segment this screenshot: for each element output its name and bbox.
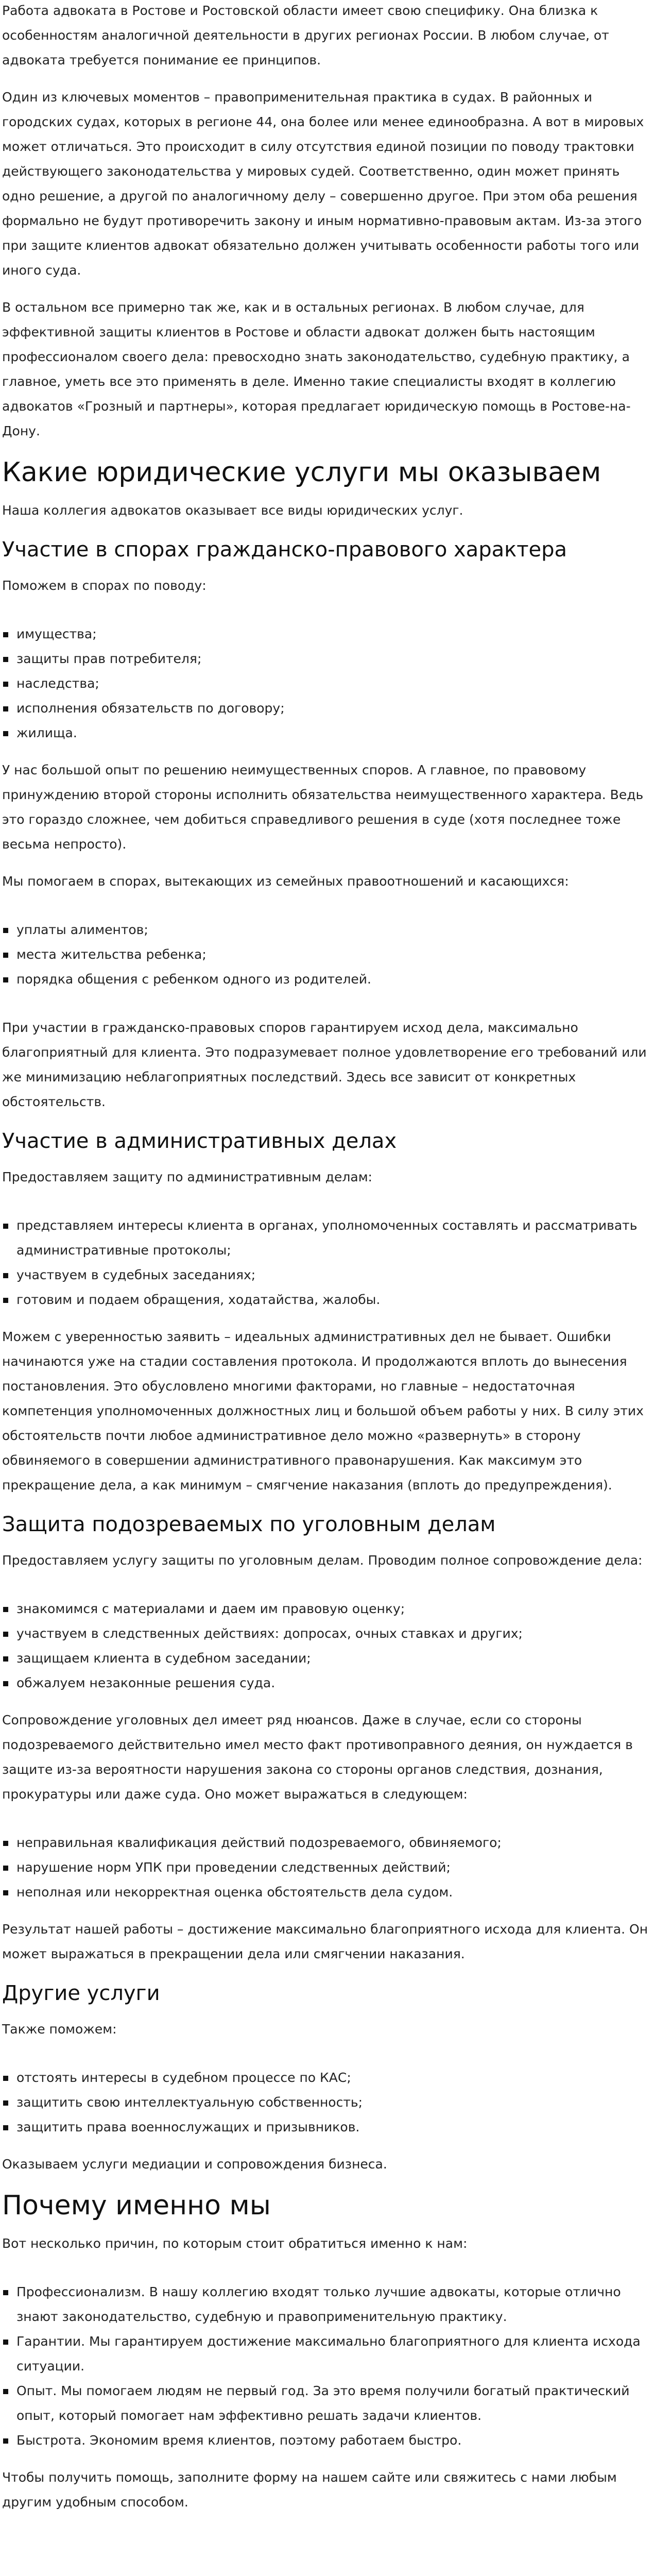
other-heading: Другие услуги (2, 1981, 160, 2005)
list-item: Быстрота. Экономим время клиентов, поэтому работаем быстро. (2, 2428, 652, 2453)
admin-heading: Участие в административных делах (2, 1129, 397, 1153)
list-item: участвуем в судебных заседаниях; (2, 1263, 652, 1287)
civil-paragraph-2: Мы помогаем в спорах, вытекающих из семейных правоотношений и касающихся: (2, 874, 569, 889)
civil-paragraph-1: У нас большой опыт по решению неимущественных споров. А главное, по правовому принуждению второй стороны исполнить обязательства неимущественного характера. Ведь это гораздо сложнее, чем добиться справедливого решения в суде (хотя последнее тоже весьма непросто). (2, 762, 644, 852)
services-heading: Какие юридические услуги мы оказываем (2, 457, 601, 488)
list-item: защитить свою интеллектуальную собственность; (2, 2090, 652, 2115)
list-item: неправильная квалификация действий подозреваемого, обвиняемого; (2, 1831, 652, 1855)
list-item: наследства; (2, 671, 652, 696)
services-lead: Наша коллегия адвокатов оказывает все виды юридических услуг. (2, 503, 463, 518)
list-item: отстоять интересы в судебном процессе по КАС; (2, 2065, 652, 2090)
list-item: готовим и подаем обращения, ходатайства, жалобы. (2, 1287, 652, 1312)
why-heading: Почему именно мы (2, 2190, 271, 2221)
list-item: обжалуем незаконные решения суда. (2, 1671, 652, 1696)
list-item: места жительства ребенка; (2, 942, 652, 967)
admin-paragraph-1: Можем с уверенностью заявить – идеальных административных дел не бывает. Ошибки начинаются уже на стадии составления протокола. И продолжаются вплоть до вынесения постановления. Это обусловлено многими факторами, но главные – недостаточная компетенция уполномоченных должностных лиц и большой объем работы у них. В силу этих обстоятельств почти любое административное дело можно «развернуть» в сторону обвиняемого в совершении административного правонарушения. Как максимум это прекращение дела, а как минимум – смягчение наказания (вплоть до предупреждения). (2, 1329, 644, 1493)
list-item: представляем интересы клиента в органах, уполномоченных составлять и рассматривать административные протоколы; (2, 1213, 652, 1263)
why-lead: Вот несколько причин, по которым стоит обратиться именно к нам: (2, 2236, 468, 2251)
list-item: защиты прав потребителя; (2, 647, 652, 671)
other-paragraph-1: Оказываем услуги медиации и сопровождения бизнеса. (2, 2157, 387, 2172)
list-item: неполная или некорректная оценка обстоятельств дела судом. (2, 1880, 652, 1905)
civil-heading: Участие в спорах гражданско-правового характера (2, 538, 567, 562)
intro-paragraph-1: Работа адвоката в Ростове и Ростовской области имеет свою специфику. Она близка к особенностям аналогичной деятельности в других регионах России. В любом случае, от адвоката требуется понимание ее принципов. (2, 3, 609, 67)
civil-list (2, 622, 652, 745)
intro-paragraph-2: Один из ключевых моментов – правоприменительная практика в судах. В районных и городских судах, которых в регионе 44, она более или менее единообразна. А вот в мировых может отличаться. Это происходит в силу отсутствия единой позиции по поводу трактовки действующего законодательства у мировых судей. Соответственно, один может принять одно решение, а другой по аналогичному делу – совершенно другое. При этом оба решения формально не будут противоречить закону и иным нормативно-правовым актам. Из-за этого при защите клиентов адвокат обязательно должен учитывать особенности работы того или иного суда. (2, 90, 644, 278)
civil-paragraph-3: При участии в гражданско-правовых споров гарантируем исход дела, максимально благоприятный для клиента. Это подразумевает полное удовлетворение его требований или же минимизацию неблагоприятных последствий. Здесь все зависит от конкретных обстоятельств. (2, 1020, 647, 1109)
list-item: исполнения обязательств по договору; (2, 696, 652, 721)
list-item: защитить права военнослужащих и призывников. (2, 2115, 652, 2140)
criminal-heading: Защита подозреваемых по уголовным делам (2, 1513, 496, 1536)
why-paragraph-1: Чтобы получить помощь, заполните форму на нашем сайте или свяжитесь с нами любым другим удобным способом. (2, 2470, 617, 2510)
list-item: Профессионализм. В нашу коллегию входят только лучшие адвокаты, которые отлично знают законодательство, судебную и правоприменительную практику. (2, 2280, 652, 2329)
civil-lead: Поможем в спорах по поводу: (2, 578, 206, 593)
list-item: жилища. (2, 721, 652, 745)
criminal-lead: Предоставляем услугу защиты по уголовным делам. Проводим полное сопровождение дела: (2, 1553, 643, 1568)
list-item: Гарантии. Мы гарантируем достижение максимально благоприятного для клиента исхода ситуации. (2, 2329, 652, 2379)
list-item: уплаты алиментов; (2, 918, 652, 942)
admin-lead: Предоставляем защиту по административным делам: (2, 1170, 372, 1184)
list-item: защищаем клиента в судебном заседании; (2, 1646, 652, 1671)
list-item: знакомимся с материалами и даем им правовую оценку; (2, 1597, 652, 1621)
criminal-paragraph-1: Сопровождение уголовных дел имеет ряд нюансов. Даже в случае, если со стороны подозреваемого действительно имел место факт противоправного деяния, он нуждается в защите из-за вероятности нарушения закона со стороны органов следствия, дознания, прокуратуры или даже суда. Оно может выражаться в следующем: (2, 1713, 633, 1802)
list-item: нарушение норм УПК при проведении следственных действий; (2, 1855, 652, 1880)
why-list (2, 2280, 652, 2453)
criminal-paragraph-2: Результат нашей работы – достижение максимально благоприятного исхода для клиента. Он может выражаться в прекращении дела или смягчении наказания. (2, 1922, 648, 1961)
violations-list (2, 1831, 652, 1905)
list-item: Опыт. Мы помогаем людям не первый год. За это время получили богатый практический опыт, который помогает нам эффективно решать задачи клиентов. (2, 2379, 652, 2428)
family-list (2, 918, 652, 992)
list-item: имущества; (2, 622, 652, 647)
admin-list (2, 1213, 652, 1312)
criminal-list (2, 1597, 652, 1696)
other-list (2, 2065, 652, 2140)
list-item: порядка общения с ребенком одного из родителей. (2, 967, 652, 992)
intro-paragraph-3: В остальном все примерно так же, как и в остальных регионах. В любом случае, для эффективной защиты клиентов в Ростове и области адвокат должен быть настоящим профессионалом своего дела: превосходно знать законодательство, судебную практику, а главное, уметь все это применять в деле. Именно такие специалисты входят в коллегию адвокатов «Грозный и партнеры», которая предлагает юридическую помощь в Ростове-на-Дону. (2, 300, 631, 438)
list-item: участвуем в следственных действиях: допросах, очных ставках и других; (2, 1621, 652, 1646)
other-lead: Также поможем: (2, 2022, 117, 2037)
